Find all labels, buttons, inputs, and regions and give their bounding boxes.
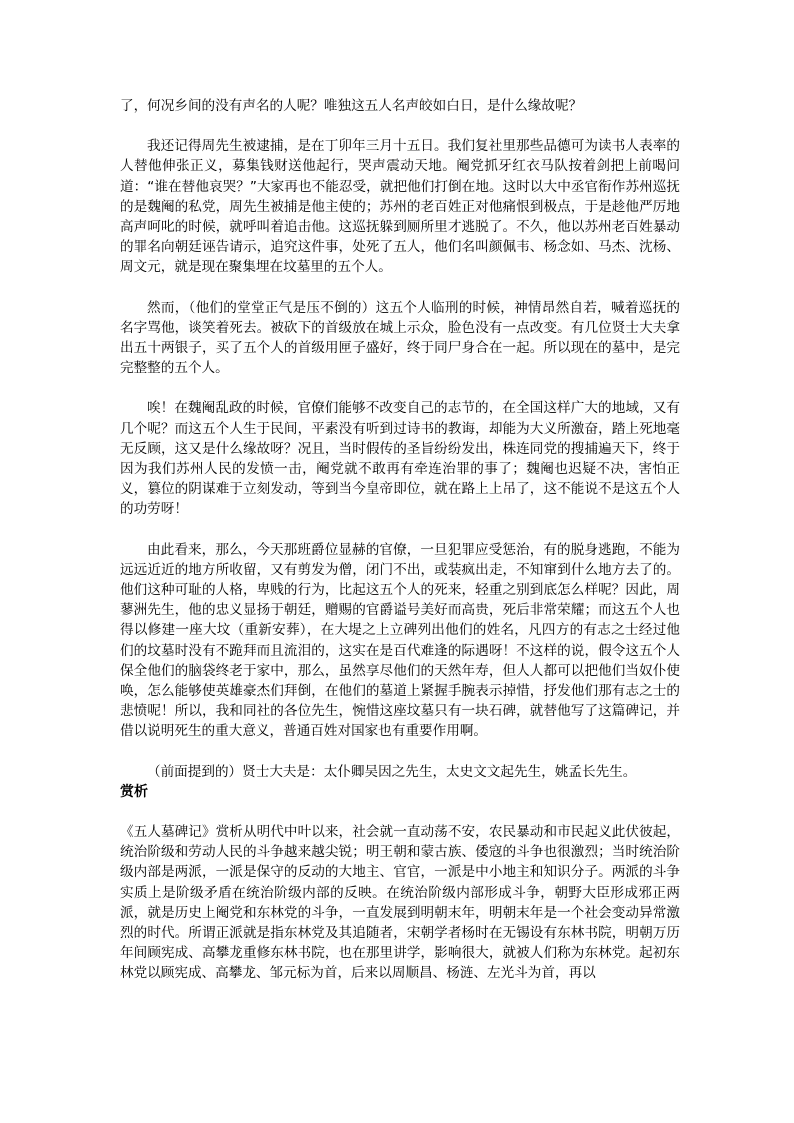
paragraph-2: 我还记得周先生被逮捕，是在丁卯年三月十五日。我们复社里那些品德可为读书人表率的人替他伸张正义，募集钱财送他起行，哭声震动天地。阉党抓牙红衣马队按着剑把上前喝问道：“谁在替他哀哭？”大家再也不能忍受，就把他们打倒在地。这时以大中丞官衔作苏州巡抚的是魏阉的私党，周先生被捕是他主使的；苏州的老百姓正对他痛恨到极点，于是趁他严厉地高声呵叱的时候，就呼叫着追击他。这巡抚躲到厕所里才逃脱了。不久，他以苏州老百姓暴动的罪名向朝廷诬告请示，追究这件事，处死了五人，他们名叫颜佩韦、杨念如、马杰、沈杨、周文元，就是现在聚集埋在坟墓里的五个人。 <box>120 138 680 276</box>
paragraph-5: 由此看来，那么，今天那班爵位显赫的官僚，一旦犯罪应受惩治，有的脱身逃跑，不能为远远近近的地方所收留，又有剪发为僧，闭门不出，或装疯出走，不知窜到什么地方去了的。他们这种可耻的人格，卑贱的行为，比起这五个人的死来，轻重之别到底怎么样呢？因此，周蓼洲先生，他的忠义显扬于朝廷，赠赐的官爵谥号美好而高贵，死后非常荣耀；而这五个人也得以修建一座大坟（重新安葬），在大堤之上立碑列出他们的姓名，凡四方的有志之士经过他们的坟墓时没有不跪拜而且流泪的，这实在是百代难逢的际遇呀！不这样的说，假令这五个人保全他们的脑袋终老于家中，那么，虽然享尽他们的天然年寿，但人人都可以把他们当奴仆使唤，怎么能够使英雄豪杰们拜倒，在他们的墓道上紧握手腕表示掉惜，抒发他们那有志之士的悲愤呢！所以，我和同社的各位先生，惋惜这座坟墓只有一块石碑，就替他写了这篇碑记，并借以说明死生的重大意义，普通百姓对国家也有重要作用啊。 <box>120 541 680 740</box>
paragraph-3: 然而，（他们的堂堂正气是压不倒的）这五个人临刑的时候，神情昂然自若，喊着巡抚的名字骂他，谈笑着死去。被砍下的首级放在城上示众，脸色没有一点改变。有几位贤士大夫拿出五十两银子，买了五个人的首级用匣子盛好，终于同尸身合在一起。所以现在的墓中，是完完整整的五个人。 <box>120 299 680 377</box>
paragraph-gap <box>120 520 680 540</box>
paragraph-gap <box>120 278 680 298</box>
paragraph-1: 了，何况乡间的没有声名的人呢？唯独这五人名声皎如白日，是什么缘故呢？ <box>120 98 583 114</box>
paragraph-gap <box>120 116 680 136</box>
section-heading: 赏析 <box>120 783 148 800</box>
analysis-paragraph: 《五人墓碑记》赏析从明代中叶以来，社会就一直动荡不安，农民暴动和市民起义此伏彼起，统治阶级和劳动人民的斗争越来越尖锐；明王朝和蒙古族、倭寇的斗争也很激烈；当时统治阶级内部是两派，一派是保守的反动的大地主、官官，一派是中小地主和知识分子。两派的斗争实质上是阶级矛盾在统治阶级内部的反映。在统治阶级内部形成斗争，朝野大臣形成邪正两派，就是历史上阉党和东林党的斗争，一直发展到明朝末年，明朝末年是一个社会变动异常激烈的时代。所谓正派就是指东林党及其追随者，宋朝学者杨时在无锡设有东林书院，明朝万历年间顾宪成、高攀龙重修东林书院，也在那里讲学，影响很大，就被人们称为东林党。起初东林党以顾宪成、高攀龙、邹元标为首，后来以周顺昌、杨涟、左光斗为首，再以 <box>120 823 680 982</box>
paragraph-4: 唉！在魏阉乱政的时候，官僚们能够不改变自己的志节的，在全国这样广大的地域，又有几个呢？而这五个人生于民间，平素没有听到过诗书的教诲，却能为大义所激奋，踏上死地毫无反顾，这又是什么缘故呀？况且，当时假传的圣旨纷纷发出，株连同党的搜捕遍天下，终于因为我们苏州人民的发愤一击，阉党就不敢再有牵连治罪的事了；魏阉也迟疑不决，害怕正义，篡位的阴谋难于立刻发动，等到当今皇帝即位，就在路上上吊了，这不能说不是这五个人的功劳呀！ <box>120 400 680 518</box>
paragraph-gap <box>120 742 680 762</box>
paragraph-gap <box>120 802 680 822</box>
paragraph-gap <box>120 378 680 398</box>
document-page <box>120 96 680 984</box>
paragraph-6: （前面提到的）贤士大夫是：太仆卿吴因之先生，太史文文起先生，姚孟长先生。 <box>147 763 637 780</box>
